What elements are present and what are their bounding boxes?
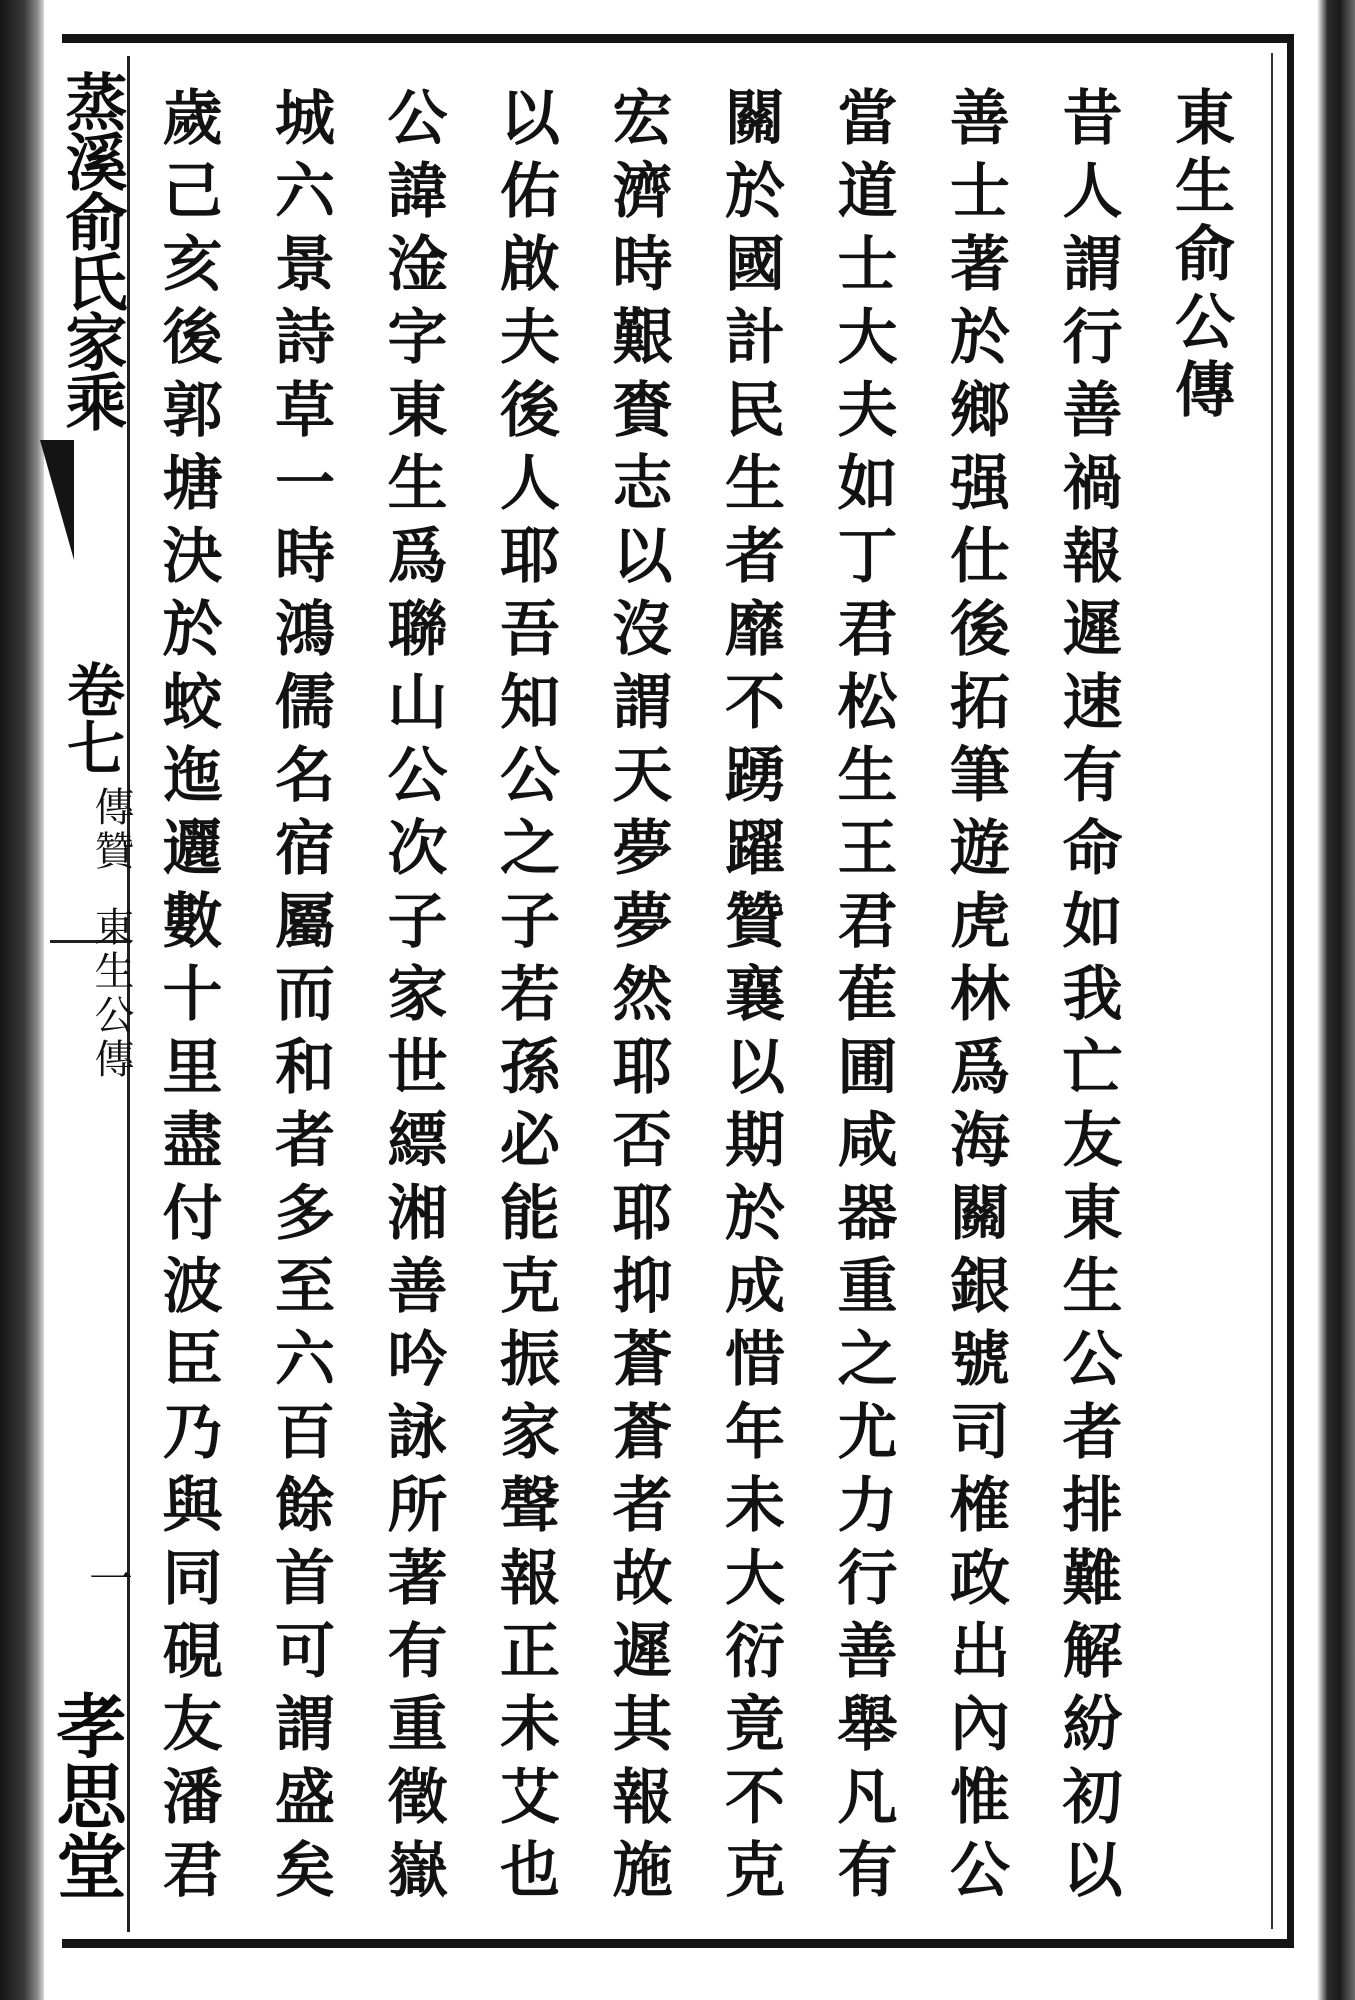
- text-column: 當道士大夫如丁君松生王君萑圃咸器重之尤力行善舉凡有: [827, 86, 898, 1911]
- text-column: 宏濟時艱賚志以沒謂天夢夢然耶否耶抑蒼蒼者故遲其報施: [602, 86, 673, 1911]
- text-column: 昔人謂行善禍報遲速有命如我亡友東生公者排難解紛初以: [1052, 86, 1123, 1911]
- banner-book-title: 蒸溪俞氏家乘: [55, 70, 128, 430]
- text-column: 善士著於鄉强仕後拓筆遊虎林爲海關銀號司榷政出內惟公: [940, 86, 1010, 1911]
- banner-subsection-name: 東生公傳: [88, 906, 134, 1082]
- banner-section-name: 傳贊: [88, 786, 134, 874]
- text-column: 歲己亥後郭塘決於蛟迤邐數十里盡付波臣乃與同硯友潘君: [152, 86, 223, 1911]
- banner-hall-name: 孝思堂: [45, 1690, 128, 1900]
- fishtail-mark-icon: [40, 440, 74, 560]
- banner-section-label: [57, 786, 137, 1082]
- banner-volume: 卷七: [57, 660, 125, 776]
- main-text-body: [132, 86, 1256, 1926]
- banner-page-number: 一: [81, 1556, 132, 1600]
- text-column: 關於國計民生者靡不踴躍贊襄以期於成惜年未大衍竟不克: [715, 86, 785, 1911]
- biography-title: 東生俞公傳: [1165, 86, 1235, 426]
- text-column: 城六景詩草一時鴻儒名宿屬而和者多至六百餘首可謂盛矣: [265, 86, 335, 1911]
- text-column: 以佑啟夫後人耶吾知公之子若孫必能克振家聲報正未艾也: [490, 86, 560, 1911]
- page-right-edge: [1317, 0, 1355, 2000]
- text-column: 公諱淦字東生爲聯山公次子家世縹湘善吟詠所著有重徵嶽: [377, 86, 448, 1911]
